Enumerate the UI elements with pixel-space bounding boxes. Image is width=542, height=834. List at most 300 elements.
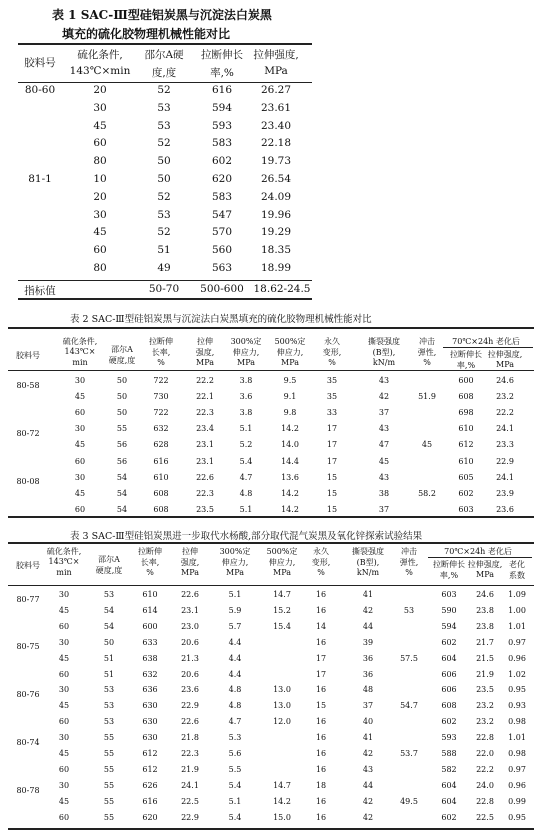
table-cell: 21.5	[476, 653, 494, 663]
table-cell: 43	[378, 472, 390, 482]
table3-caption: 表 3 SAC-Ⅲ型硅铝炭黑进一步取代水杨酸,部分取代混气炭黑及氧化锌探索试验结果	[70, 531, 423, 542]
table-cell: 20.6	[181, 637, 199, 647]
table-cell: 30	[58, 733, 70, 743]
table-cell: 53	[103, 701, 115, 711]
footer-cell: 18.62-24.5	[253, 283, 311, 295]
table-cell: 593	[211, 119, 233, 132]
table-cell: 24.0	[476, 780, 494, 790]
table-cell: 17	[326, 456, 338, 466]
table-cell: 15.4	[273, 621, 291, 631]
header-cell: 拉断伸	[149, 337, 173, 346]
table-cell: 35	[326, 376, 338, 385]
header-cell: MPa	[226, 568, 244, 577]
table-cell: 23.1	[181, 605, 199, 615]
table-cell: 22.9	[181, 701, 199, 711]
header-cell: 拉伸	[182, 547, 198, 556]
header-cell: 拉断伸长	[201, 49, 243, 61]
header-cell: 弹性,	[417, 348, 437, 357]
table-cell: 24.1	[496, 424, 514, 434]
table-cell: 14.2	[281, 504, 299, 514]
table-cell: 42	[362, 605, 374, 615]
table-cell: 37	[362, 701, 374, 711]
table-cell: 608	[458, 392, 474, 402]
table-cell: 620	[211, 173, 233, 185]
table-cell: 52	[157, 84, 171, 96]
table-cell: 23.2	[476, 701, 494, 711]
header-cell: 硫化条件,	[77, 49, 123, 61]
table-cell: 630	[142, 701, 158, 711]
table3-top-rule	[8, 542, 534, 544]
table-cell: 0.96	[508, 780, 526, 790]
table2-caption: 表 2 SAC-Ⅲ型硅铝炭黑与沉淀法白炭黑填充的硫化胶物理机械性能对比	[70, 314, 372, 325]
header-cell: kN/m	[356, 568, 380, 577]
table-cell: 13.0	[273, 701, 291, 711]
table-cell: 15	[326, 504, 338, 514]
table-cell: 547	[211, 208, 233, 221]
table-cell: 30	[93, 208, 107, 221]
header-cell: 伸应力,	[268, 558, 296, 567]
table-cell: 60	[93, 244, 107, 257]
header-cell: (B型),	[356, 558, 380, 567]
table-cell: 23.4	[196, 424, 214, 434]
table-cell: 43	[378, 424, 390, 434]
table-cell: 22.5	[476, 812, 494, 822]
table-cell: 45	[58, 749, 70, 758]
table-cell: 14.7	[273, 780, 291, 790]
table-cell: 44	[362, 780, 374, 790]
table-cell: 16	[315, 749, 327, 758]
table-cell: 53	[103, 717, 115, 727]
group-label: 80-72	[16, 429, 40, 439]
table-cell: 48	[362, 685, 374, 695]
table-cell: 38	[378, 488, 390, 498]
table-cell: 42	[362, 812, 374, 822]
table-cell: 18.35	[260, 244, 292, 257]
header-cell: 变形,	[311, 558, 331, 567]
table-cell: 54	[103, 605, 115, 615]
table-cell: 50	[116, 376, 128, 385]
table-cell: 4.4	[228, 669, 242, 679]
table-cell: 3.8	[239, 408, 253, 418]
table-cell: 1.00	[508, 605, 526, 615]
table-cell: 10	[93, 173, 107, 185]
table1-caption-line1: 表 1 SAC-Ⅲ型硅铝炭黑与沉淀法白炭黑	[52, 8, 272, 22]
table-cell: 605	[458, 472, 474, 482]
table-cell: 30	[58, 685, 70, 695]
table-cell: 0.95	[508, 812, 526, 822]
table-cell: 604	[441, 796, 457, 806]
header-cell: 拉断伸长	[433, 560, 465, 569]
table-cell: 602	[211, 155, 233, 168]
table-cell: 42	[362, 796, 374, 806]
table-cell: 60	[93, 137, 107, 150]
table-cell: 54	[116, 504, 128, 514]
table-cell: 13.0	[273, 685, 291, 695]
table-cell: 16	[315, 605, 327, 615]
table-cell: 602	[441, 637, 457, 647]
header-cell: MPa	[273, 568, 291, 577]
table-cell: 638	[142, 653, 158, 663]
table-cell: 620	[142, 812, 158, 822]
table-cell: 51	[103, 653, 115, 663]
table-cell: 16	[315, 812, 327, 822]
table-cell: 45	[378, 456, 390, 466]
group-label: 81-1	[28, 173, 52, 185]
table-cell: 23.0	[181, 621, 199, 631]
header-cell: 冲击	[401, 547, 417, 556]
header-cell: 邵尔A	[111, 345, 133, 354]
table-cell: 14.2	[273, 796, 291, 806]
table-cell: 50	[116, 408, 128, 418]
table-cell: 54	[116, 488, 128, 498]
table-cell: 33	[326, 408, 338, 418]
table1-bottom-rule	[18, 298, 312, 300]
table-cell: 5.2	[239, 440, 253, 450]
table-cell: 53	[157, 101, 171, 114]
table-cell: 36	[362, 669, 374, 679]
group-label: 80-76	[16, 690, 40, 700]
table-cell: 594	[211, 101, 233, 114]
table-cell: 24.1	[181, 780, 199, 790]
table-cell: 593	[441, 733, 457, 743]
table-cell: 23.8	[476, 605, 494, 615]
table-cell: 4.7	[228, 717, 242, 727]
table-cell: 45	[58, 653, 70, 663]
table-cell: 5.1	[239, 424, 253, 434]
table-cell: 30	[74, 424, 86, 434]
header-cell: 撕裂强度	[352, 547, 384, 556]
table-cell: 60	[74, 408, 86, 418]
table-cell: 52	[157, 190, 171, 203]
table-cell: 30	[58, 637, 70, 647]
header-cell: MPa	[181, 568, 199, 577]
table-cell: 0.99	[508, 796, 526, 806]
table-cell: 4.4	[228, 653, 242, 663]
table-cell: 23.6	[181, 685, 199, 695]
table-cell: 16	[315, 590, 327, 599]
table-cell: 50	[157, 173, 171, 185]
table-cell: 35	[326, 392, 338, 402]
header-cell: 300%定	[230, 337, 262, 346]
table-cell: 610	[458, 424, 474, 434]
header-cell: 长率,	[151, 348, 171, 357]
table-cell: 5.1	[239, 504, 253, 514]
header-cell: MPa	[196, 358, 214, 367]
table-cell: 5.7	[228, 621, 242, 631]
table-cell: 54	[116, 472, 128, 482]
table-cell: 603	[441, 590, 457, 599]
table-cell: 14	[315, 621, 327, 631]
header-cell: %	[423, 358, 431, 367]
group-label: 80-60	[24, 84, 56, 96]
table-cell: 54	[103, 621, 115, 631]
table-cell: 80	[93, 262, 107, 274]
table-cell: 52	[157, 226, 171, 239]
table-cell: 53	[403, 605, 415, 615]
table-cell: 18.99	[260, 262, 292, 274]
table-cell: 23.5	[196, 504, 214, 514]
table-cell: 17	[315, 669, 327, 679]
table-cell: 636	[142, 685, 158, 695]
table-cell: 0.96	[508, 653, 526, 663]
table-cell: 730	[153, 392, 169, 402]
table-cell: 17	[326, 424, 338, 434]
table-cell: 51.9	[418, 392, 436, 402]
header-cell: 硫化条件,	[62, 337, 98, 346]
table-cell: 45	[74, 488, 86, 498]
table2-header-rule	[8, 370, 534, 371]
table1-top-rule	[18, 43, 312, 45]
table-cell: 610	[458, 456, 474, 466]
group-label: 80-75	[16, 642, 40, 652]
table-cell: 626	[142, 780, 158, 790]
table-cell: 14.2	[281, 424, 299, 434]
table-cell: 55	[103, 764, 115, 774]
table-cell: 698	[458, 408, 474, 418]
table-cell: 23.9	[496, 488, 514, 498]
table1-footer-rule	[18, 280, 312, 281]
table-cell: 600	[142, 621, 158, 631]
table-cell: 22.0	[476, 749, 494, 758]
table-cell: 608	[153, 504, 169, 514]
table-cell: 54.7	[400, 701, 418, 711]
header-cell: 胶料号	[16, 561, 40, 570]
table-cell: 30	[58, 780, 70, 790]
table-cell: 21.8	[181, 733, 199, 743]
header-cell: 强度,	[195, 348, 215, 357]
table3-header-rule	[8, 585, 534, 586]
table-cell: 22.2	[476, 764, 494, 774]
table-cell: 602	[441, 812, 457, 822]
table-cell: 23.1	[196, 440, 214, 450]
table-cell: 44	[362, 621, 374, 631]
header-cell: 拉断伸长	[450, 350, 482, 359]
header-cell: 率,%	[439, 571, 459, 580]
table-cell: 612	[142, 749, 158, 758]
table-cell: 5.3	[228, 733, 242, 743]
header-cell: 邵尔A	[98, 555, 120, 564]
table-cell: 15	[315, 701, 327, 711]
table-cell: 1.01	[508, 621, 526, 631]
header-cell: MPa	[237, 358, 255, 367]
table-cell: 60	[74, 504, 86, 514]
table-cell: 15	[326, 472, 338, 482]
table-cell: 606	[441, 669, 457, 679]
table-cell: 15	[326, 488, 338, 498]
table-cell: 5.5	[228, 764, 242, 774]
table-cell: 30	[74, 376, 86, 385]
table-cell: 16	[315, 733, 327, 743]
header-cell: 邵尔A硬	[144, 49, 184, 61]
table-cell: 5.9	[228, 605, 242, 615]
table-cell: 23.1	[196, 456, 214, 466]
table-cell: 56	[116, 440, 128, 450]
table-cell: 0.97	[508, 764, 526, 774]
table-cell: 588	[441, 749, 457, 758]
header-cell: 硬度,度	[108, 356, 136, 365]
header-cell: 强度,	[180, 558, 200, 567]
table-cell: 722	[153, 376, 169, 385]
header-cell: 永久	[324, 337, 340, 346]
table-cell: 42	[362, 749, 374, 758]
table-cell: 633	[142, 637, 158, 647]
aging-header-rule	[428, 557, 532, 558]
table-cell: 19.73	[260, 155, 292, 168]
header-cell: MPa	[281, 358, 299, 367]
header-cell: 胶料号	[24, 57, 56, 69]
table-cell: 602	[441, 717, 457, 727]
table-cell: 630	[142, 717, 158, 727]
table-cell: 16	[315, 764, 327, 774]
header-cell: 硫化条件,	[46, 547, 82, 556]
header-cell: 永久	[313, 547, 329, 556]
table-cell: 20	[93, 190, 107, 203]
header-cell: 143℃×min	[69, 65, 131, 77]
table-cell: 42	[378, 392, 390, 402]
table-cell: 23.3	[496, 440, 514, 450]
table-cell: 30	[58, 590, 70, 599]
table-cell: 19.29	[260, 226, 292, 239]
table-cell: 3.6	[239, 392, 253, 402]
header-cell: 拉伸强度,	[467, 560, 503, 569]
table-cell: 9.8	[283, 408, 297, 418]
table-cell: 3.8	[239, 376, 253, 385]
aging-header: 70℃×24h 老化后	[452, 337, 520, 346]
table-cell: 22.3	[181, 749, 199, 758]
table-cell: 60	[58, 764, 70, 774]
table-cell: 22.9	[496, 456, 514, 466]
table-cell: 5.6	[228, 749, 242, 758]
table-cell: 23.2	[476, 717, 494, 727]
table-cell: 612	[142, 764, 158, 774]
table-cell: 30	[93, 101, 107, 114]
table-cell: 5.4	[239, 456, 253, 466]
table-cell: 26.54	[260, 173, 292, 185]
header-cell: 伸应力,	[232, 348, 260, 357]
table-cell: 20	[93, 84, 107, 96]
table-cell: 22.6	[181, 717, 199, 727]
header-cell: 500%定	[274, 337, 306, 346]
table-cell: 60	[58, 621, 70, 631]
header-cell: min	[56, 568, 72, 577]
table-cell: 583	[211, 137, 233, 150]
group-label: 80-08	[16, 477, 40, 487]
table-cell: 17	[315, 653, 327, 663]
table-cell: 614	[142, 605, 158, 615]
header-cell: min	[72, 358, 88, 367]
table-cell: 563	[211, 262, 233, 274]
header-cell: MPa	[496, 360, 514, 369]
table1-header-rule	[18, 82, 312, 83]
table-cell: 570	[211, 226, 233, 239]
table-cell: 50	[116, 392, 128, 402]
table-cell: 22.3	[196, 408, 214, 418]
header-cell: %	[405, 568, 413, 577]
table-cell: 22.5	[181, 796, 199, 806]
table-cell: 53	[103, 590, 115, 599]
header-cell: 变形,	[322, 348, 342, 357]
header-cell: 系数	[509, 571, 525, 580]
header-cell: 撕裂强度	[368, 337, 400, 346]
header-cell: 度,度	[151, 67, 177, 79]
group-label: 80-74	[16, 737, 40, 747]
table-cell: 9.5	[283, 376, 297, 385]
table-cell: 22.1	[196, 392, 214, 402]
header-cell: %	[328, 358, 336, 367]
table-cell: 5.1	[228, 796, 242, 806]
table-cell: 50	[103, 637, 115, 647]
table-cell: 21.9	[181, 764, 199, 774]
table-cell: 16	[315, 685, 327, 695]
header-cell: 老化	[509, 560, 525, 569]
table-cell: 26.27	[260, 84, 292, 96]
table-cell: 0.93	[508, 701, 526, 711]
table-cell: 4.7	[239, 472, 253, 482]
table-cell: 22.18	[260, 137, 292, 150]
table-cell: 608	[441, 701, 457, 711]
group-label: 80-58	[16, 380, 40, 390]
table-cell: 45	[58, 701, 70, 711]
table-cell: 43	[362, 764, 374, 774]
aging-header-rule	[443, 347, 533, 348]
table-cell: 43	[378, 376, 390, 385]
table-cell: 582	[441, 764, 457, 774]
table-cell: 22.2	[196, 376, 214, 385]
table2-bottom-rule	[8, 516, 534, 518]
table-cell: 39	[362, 637, 374, 647]
table-cell: 53	[157, 119, 171, 132]
table-cell: 632	[153, 424, 169, 434]
table-cell: 22.8	[476, 733, 494, 743]
table-cell: 24.09	[260, 190, 292, 203]
table-cell: 55	[103, 812, 115, 822]
table-cell: 60	[58, 717, 70, 727]
table-cell: 23.5	[476, 685, 494, 695]
table3-bottom-rule	[8, 828, 534, 830]
table-cell: 53.7	[400, 749, 418, 758]
table-cell: 616	[142, 796, 158, 806]
table-cell: 1.01	[508, 733, 526, 743]
table-cell: 22.9	[181, 812, 199, 822]
table-cell: 51	[157, 244, 171, 257]
footer-cell: 50-70	[148, 283, 180, 295]
table-cell: 45	[58, 605, 70, 615]
table-cell: 24.6	[496, 376, 514, 385]
header-cell: MPa	[476, 570, 494, 579]
table2-top-rule	[8, 327, 534, 329]
group-label: 80-78	[16, 785, 40, 795]
header-cell: 拉伸强度,	[253, 49, 299, 61]
table-cell: 37	[378, 504, 390, 514]
table-cell: 22.2	[496, 408, 514, 418]
group-label: 80-77	[16, 594, 40, 604]
header-cell: %	[146, 568, 154, 577]
header-cell: 500%定	[266, 547, 298, 556]
table-cell: 14.4	[281, 456, 299, 466]
table-cell: 14.7	[273, 590, 291, 599]
table-cell: 50	[157, 155, 171, 168]
table-cell: 22.6	[196, 472, 214, 482]
table-cell: 21.3	[181, 653, 199, 663]
table-cell: 36	[362, 653, 374, 663]
table-cell: 37	[378, 408, 390, 418]
table-cell: 57.5	[400, 653, 418, 663]
table-cell: 45	[74, 392, 86, 402]
table-cell: 603	[458, 504, 474, 514]
table-cell: 15.0	[273, 812, 291, 822]
table-cell: 55	[103, 733, 115, 743]
header-cell: %	[317, 568, 325, 577]
